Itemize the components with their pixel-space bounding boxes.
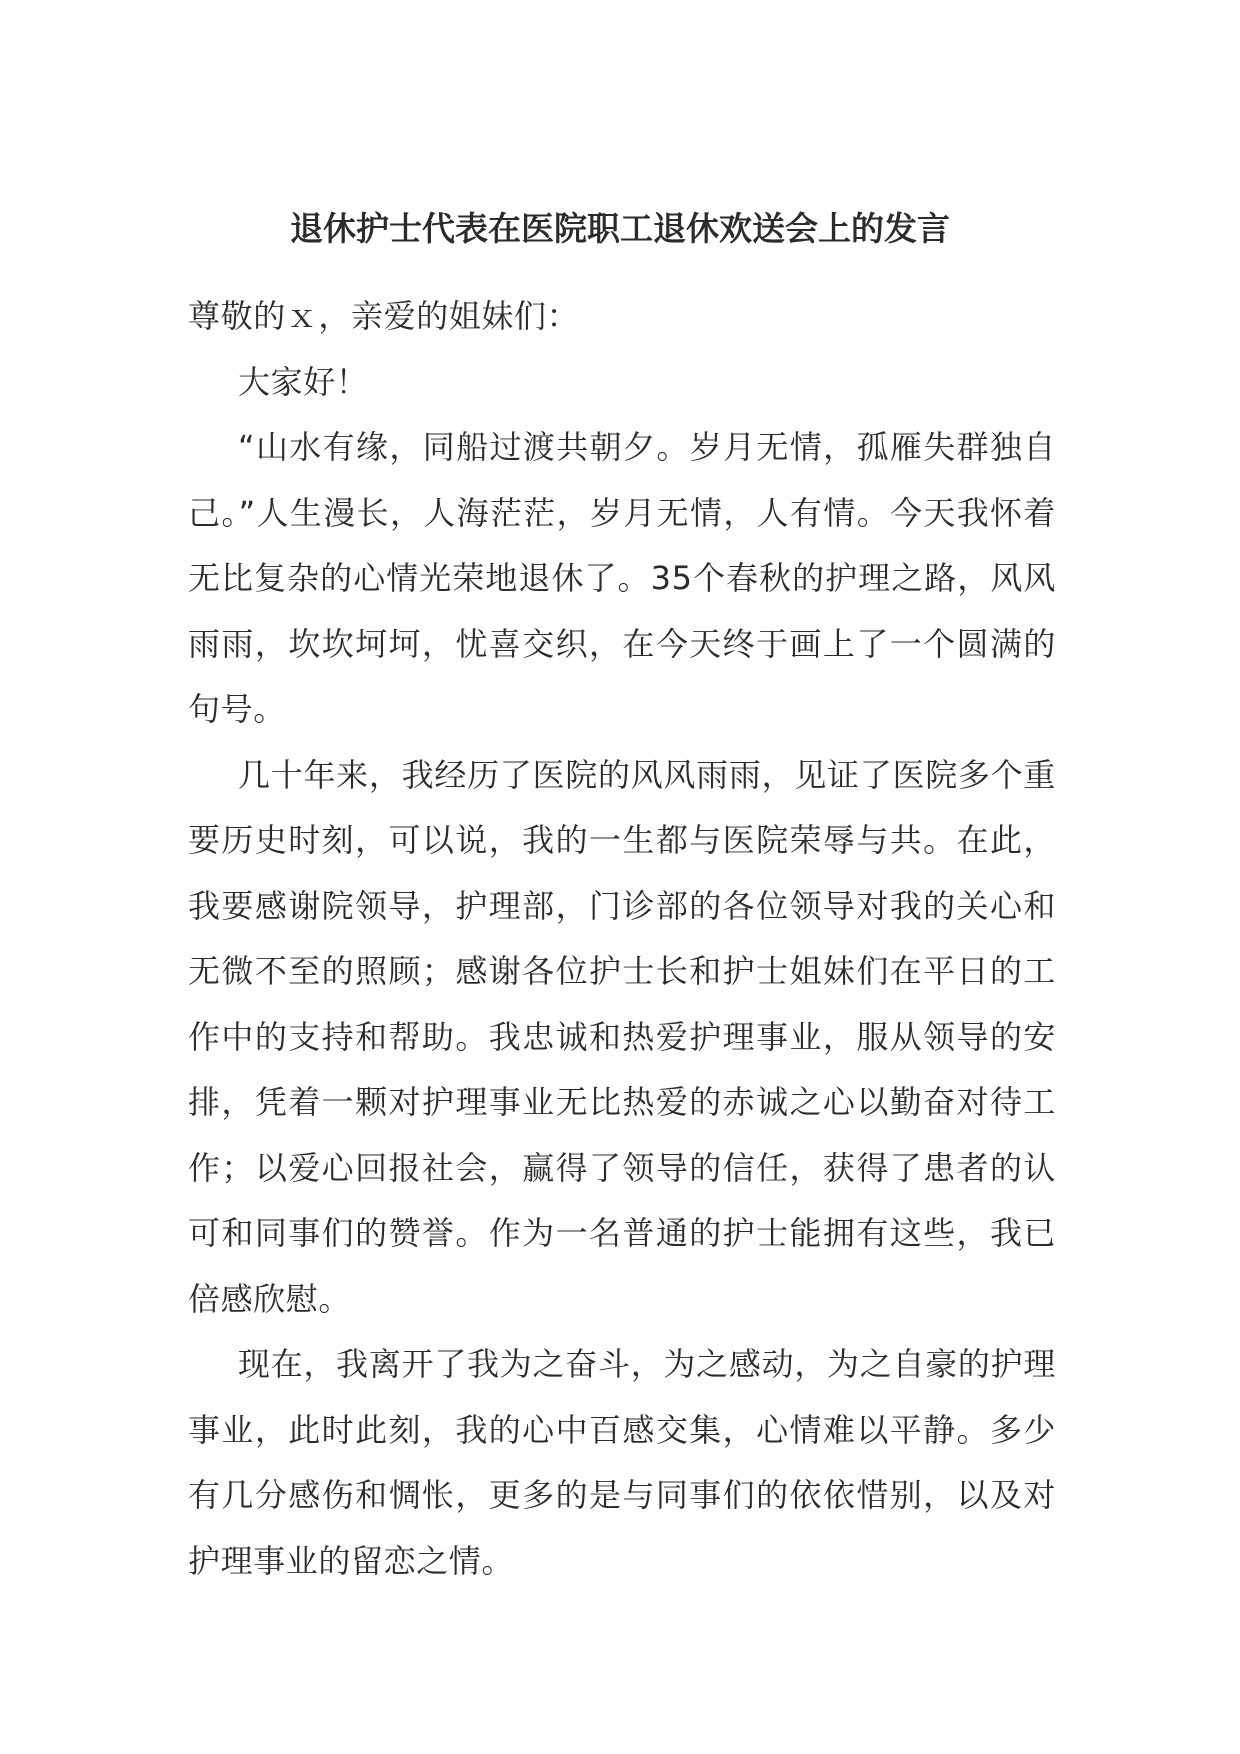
- document-body: [188, 284, 1056, 1594]
- greeting: 大家好！: [238, 362, 369, 401]
- salutation: 尊敬的ｘ，亲爱的姐妹们：: [188, 297, 580, 335]
- document-title: 退休护士代表在医院职工退休欢送会上的发言: [290, 209, 950, 248]
- paragraph-3: 现在，我离开了我为之奋斗，为之感动，为之自豪的护理事业，此时此刻，我的心中百感交集，心情难以平静。多少有几分感伤和惆怅，更多的是与同事们的依依惜别，以及对护理事业的留恋之情。: [188, 1345, 1056, 1580]
- paragraph-1: “山水有缘，同船过渡共朝夕。岁月无情，孤雁失群独自己。”人生漫长，人海茫茫，岁月无情，人有情。今天我怀着无比复杂的心情光荣地退休了。35个春秋的护理之路，风风雨雨，坎坎坷坷，忧喜交织，在今天终于画上了一个圆满的句号。: [188, 428, 1056, 728]
- paragraph-2: 几十年来，我经历了医院的风风雨雨，见证了医院多个重要历史时刻，可以说，我的一生都与医院荣辱与共。在此，我要感谢院领导，护理部，门诊部的各位领导对我的关心和无微不至的照顾；感谢各位护士长和护士姐妹们在平日的工作中的支持和帮助。我忠诚和热爱护理事业，服从领导的安排，凭着一颗对护理事业无比热爱的赤诚之心以勤奋对待工作；以爱心回报社会，赢得了领导的信任，获得了患者的认可和同事们的赞誉。作为一名普通的护士能拥有这些，我已倍感欣慰。: [188, 755, 1056, 1318]
